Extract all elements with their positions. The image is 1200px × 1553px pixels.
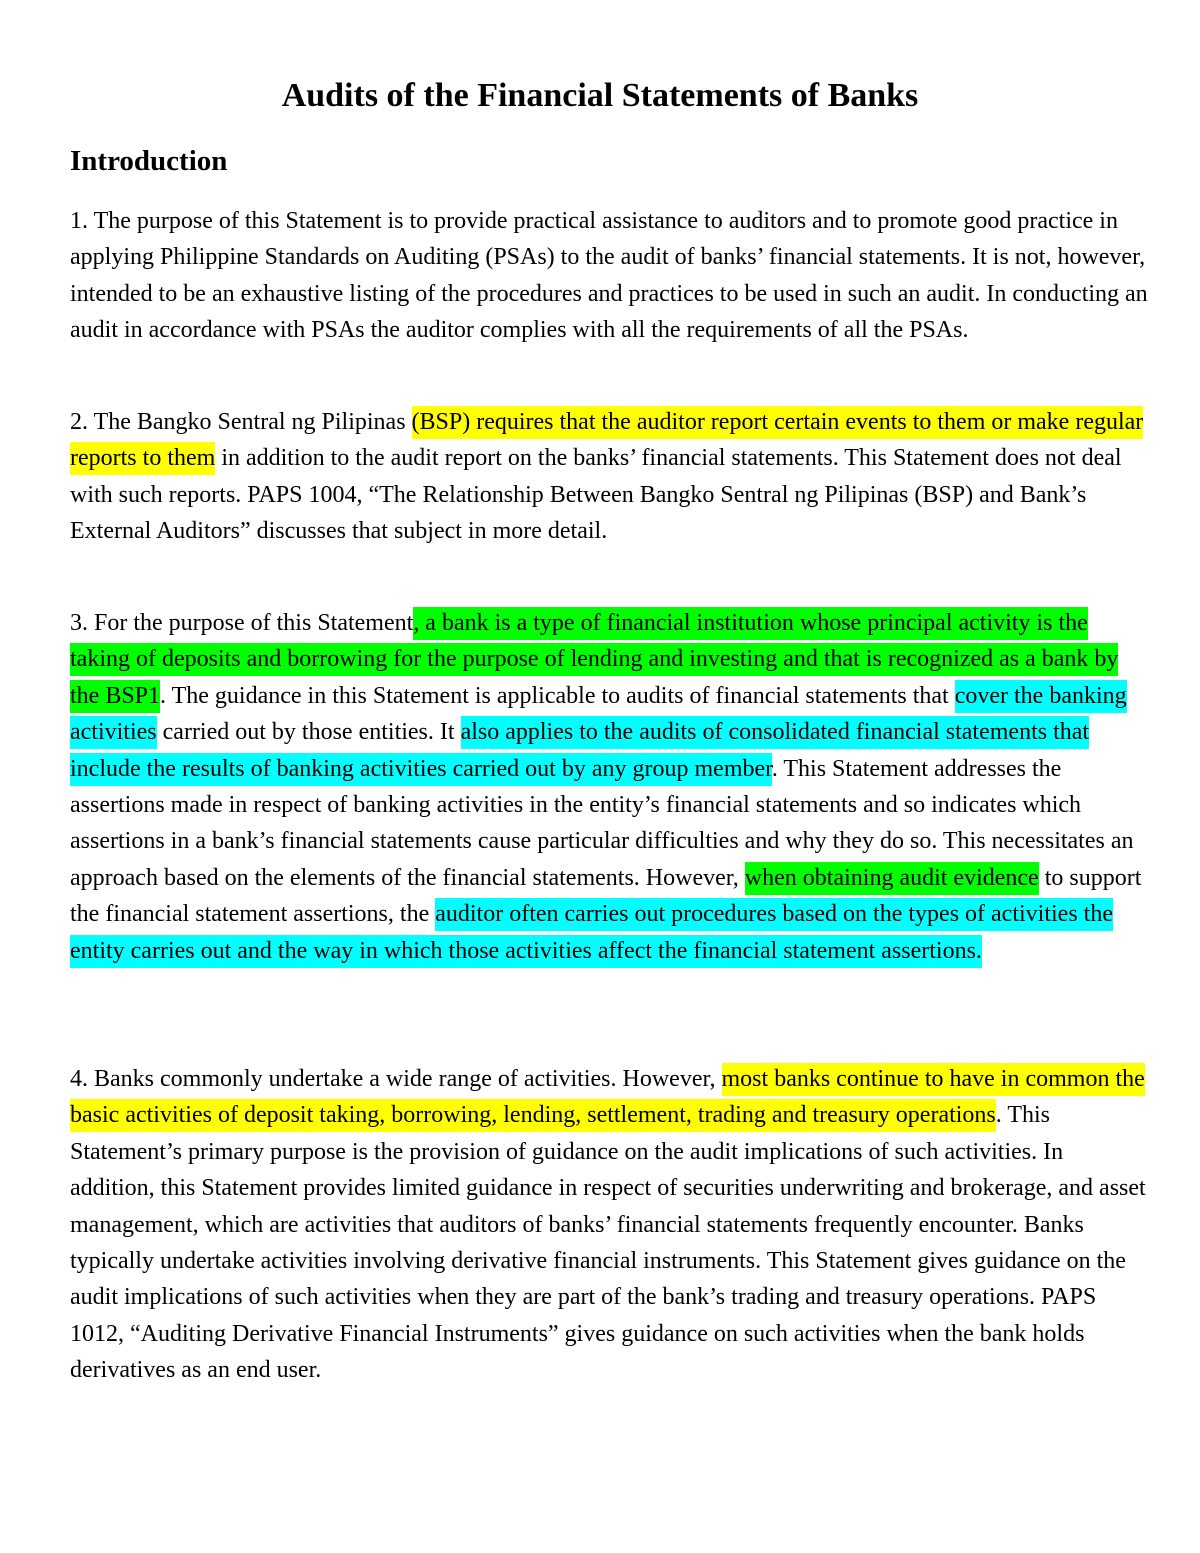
paragraph-text: in addition to the audit report on the banks’ financial statements. This Statement does not deal with such reports. PAPS 1004, “The Relationship Between Bangko Sentral ng Pilipinas (BSP) and Bank’s External Auditors” discusses that subject in more detail. — [70, 445, 1122, 545]
highlighted-text-green: , a bank is a type of financial institution whose principal activity is the taking of deposits and borrowing for the purpose of lending and investing and that is recognized as a bank by the BSP1 — [70, 607, 1118, 713]
paragraph-text: 1. The purpose of this Statement is to provide practical assistance to auditors and to promote good practice in applying Philippine Standards on Auditing (PSAs) to the audit of banks’ financial statements. It is not, however, intended to be an exhaustive listing of the procedures and practices to be used in such an audit. In conducting an audit in accordance with PSAs the auditor complies with all the requirements of all the PSAs. — [70, 208, 1148, 344]
paragraph-text: 2. The Bangko Sentral ng Pilipinas — [70, 409, 412, 435]
highlighted-text-green: when obtaining audit evidence — [745, 862, 1039, 895]
document-title: Audits of the Financial Statements of Banks — [281, 77, 919, 114]
paragraph-text: . The guidance in this Statement is applicable to audits of financial statements that — [160, 682, 955, 709]
paragraph-2 — [70, 404, 1150, 550]
paragraph-1 — [70, 203, 1150, 349]
paragraph-text: to support the financial statement assertions, the — [70, 864, 1142, 928]
highlighted-text-cyan: auditor often carries out procedures based on the types of activities the entity carries out and the way in which those activities affect the financial statement assertions. — [70, 898, 1113, 967]
highlighted-text-yellow: most banks continue to have in common the basic activities of deposit taking, borrowing, lending, settlement, trading and treasury operations — [70, 1063, 1145, 1132]
paragraph-text: 4. Banks commonly undertake a wide range of activities. However, — [70, 1066, 722, 1092]
highlighted-text-yellow: (BSP) requires that the auditor report certain events to them or make regular reports to them — [70, 406, 1143, 475]
paragraph-4 — [70, 1061, 1150, 1389]
paragraph-3 — [70, 605, 1150, 969]
paragraph-text: . This Statement addresses the assertions made in respect of banking activities in the entity’s financial statements and so indicates which assertions in a bank’s financial statements cause particular difficulties and why they do so. This necessitates an approach based on the elements of the financial statements. However, — [70, 755, 1134, 891]
paragraph-text: carried out by those entities. It — [156, 719, 461, 746]
highlighted-text-cyan: cover the banking activities — [70, 680, 1127, 749]
paragraph-text: . This Statement’s primary purpose is the provision of guidance on the audit implications of such activities. In addition, this Statement provides limited guidance in respect of securities underwriting and brokerage, and asset management, which are activities that auditors of banks’ financial statements frequently encounter. Banks typically undertake activities involving derivative financial instruments. This Statement gives guidance on the audit implications of such activities when they are part of the bank’s trading and treasury operations. PAPS 1012, “Auditing Derivative Financial Instruments” gives guidance on such activities when the bank holds derivatives as an end user. — [70, 1102, 1146, 1384]
paragraph-text: 3. For the purpose of this Statement — [70, 610, 414, 636]
section-heading-introduction: Introduction — [70, 145, 228, 177]
highlighted-text-cyan: also applies to the audits of consolidated financial statements that include the results of banking activities carried out by any group member — [70, 716, 1089, 785]
